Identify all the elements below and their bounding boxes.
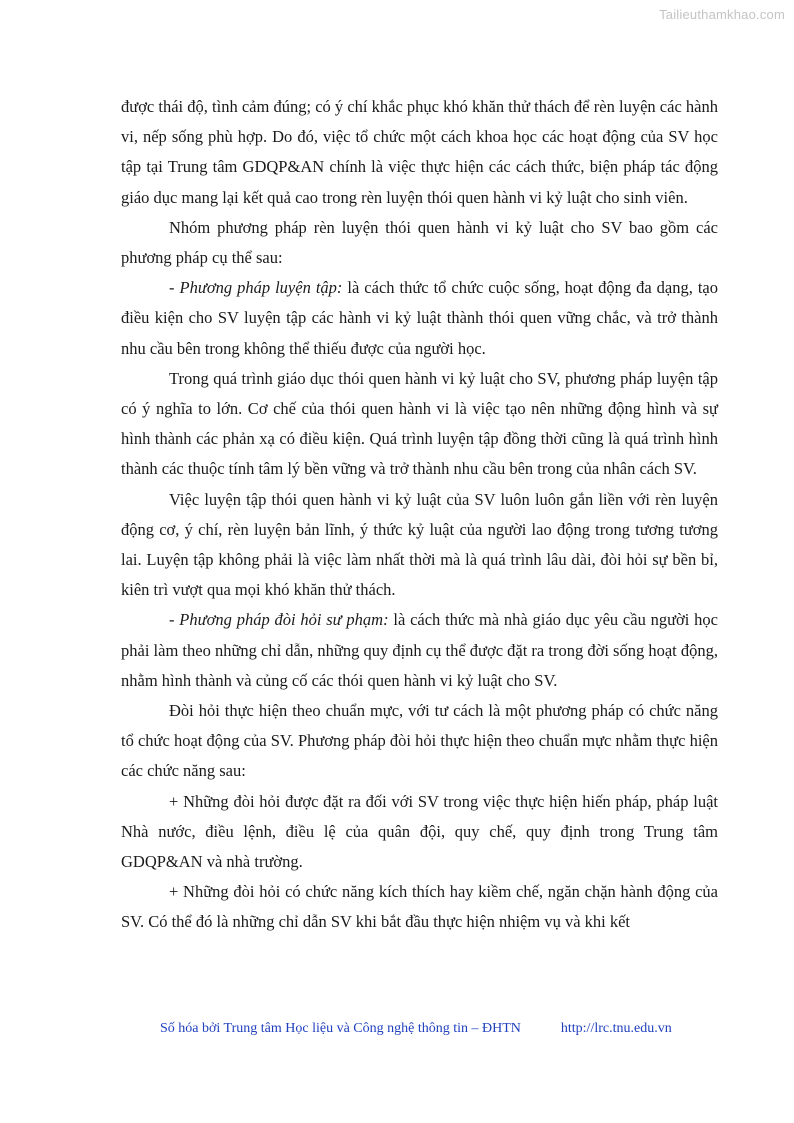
- paragraph-9: [121, 877, 718, 937]
- paragraph-text: Đòi hỏi thực hiện theo chuẩn mực, với tư cách là một phương pháp có chức năng tổ chức hoạt động của SV. Phương pháp đòi hỏi thực hiện theo chuẩn mực nhằm thực hiện các chức năng sau:: [121, 701, 718, 781]
- method-heading-practice: - Phương pháp luyện tập:: [169, 278, 343, 298]
- footer-link[interactable]: http://lrc.tnu.edu.vn: [560, 1021, 672, 1036]
- paragraph-text: là cách thức tổ chức cuộc sống, hoạt động đa dạng, tạo điều kiện cho SV luyện tập các hành vi kỷ luật thành thói quen vững chắc, và trở thành nhu cầu bên trong không thể thiếu được của người học.: [121, 278, 718, 358]
- paragraph-2: [121, 213, 718, 273]
- watermark: Tailieuthamkhao.com: [659, 7, 785, 22]
- paragraph-4: [121, 364, 718, 485]
- paragraph-text: Trong quá trình giáo dục thói quen hành vi kỷ luật cho SV, phương pháp luyện tập có ý nghĩa to lớn. Cơ chế của thói quen hành vi là việc tạo nên những động hình và sự hình thành các phản xạ có điều kiện. Quá trình luyện tập đồng thời cũng là quá trình hình thành các thuộc tính tâm lý bền vững và trở thành nhu cầu bên trong của nhân cách SV.: [121, 368, 718, 479]
- paragraph-7: [121, 696, 718, 787]
- paragraph-text: được thái độ, tình cảm đúng; có ý chí khắc phục khó khăn thử thách để rèn luyện các hành vi, nếp sống phù hợp. Do đó, việc tổ chức một cách khoa học các hoạt động của SV học tập tại Trung tâm GDQP&AN chính là việc thực hiện các cách thức, biện pháp tác động giáo dục mang lại kết quả cao trong rèn luyện thói quen hành vi kỷ luật cho sinh viên.: [121, 97, 718, 207]
- footer-text: Số hóa bởi Trung tâm Học liệu và Công nghệ thông tin – ĐHTN: [160, 1021, 521, 1036]
- paragraph-3: [121, 273, 718, 364]
- paragraph-text: Việc luyện tập thói quen hành vi kỷ luật của SV luôn luôn gắn liền với rèn luyện động cơ, ý chí, rèn luyện bản lĩnh, ý thức kỷ luật của người lao động trong tương tương lai. Luyện tập không phải là việc làm nhất thời mà là quá trình lâu dài, đòi hỏi sự bền bỉ, kiên trì vượt qua mọi khó khăn thử thách.: [121, 489, 718, 600]
- paragraph-text: Nhóm phương pháp rèn luyện thói quen hành vi kỷ luật cho SV bao gồm các phương pháp cụ thể sau:: [121, 217, 718, 268]
- footer: [160, 1021, 672, 1037]
- method-heading-demand: - Phương pháp đòi hỏi sư phạm:: [169, 610, 389, 630]
- paragraph-text: + Những đòi hỏi có chức năng kích thích hay kiềm chế, ngăn chặn hành động của SV. Có thể đó là những chỉ dẫn SV khi bắt đầu thực hiện nhiệm vụ và khi kết: [121, 882, 718, 932]
- paragraph-6: [121, 605, 718, 696]
- page-body: [121, 92, 718, 938]
- paragraph-text: là cách thức mà nhà giáo dục yêu cầu người học phải làm theo những chỉ dẫn, những quy định cụ thể được đặt ra trong đời sống hoạt động, nhằm hình thành và củng cố các thói quen hành vi kỷ luật cho SV.: [121, 610, 718, 690]
- paragraph-text: + Những đòi hỏi được đặt ra đối với SV trong việc thực hiện hiến pháp, pháp luật Nhà nước, điều lệnh, điều lệ của quân đội, quy chế, quy định trong Trung tâm GDQP&AN và nhà trường.: [121, 791, 718, 872]
- paragraph-5: [121, 485, 718, 606]
- paragraph-8: [121, 787, 718, 878]
- paragraph-1: [121, 92, 718, 213]
